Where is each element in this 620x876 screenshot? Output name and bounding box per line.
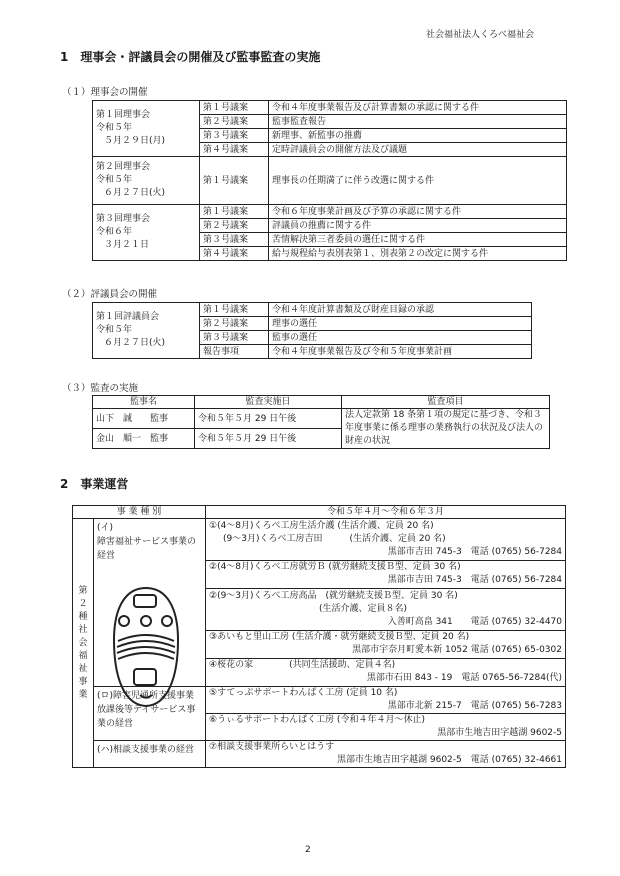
agenda-text: 令和４年度事業報告及び計算書類の承認に関する件 <box>269 101 567 115</box>
agenda-number: 第１号議案 <box>200 205 269 219</box>
board-meeting-3 <box>93 205 200 261</box>
agenda-number: 第２号議案 <box>200 219 269 233</box>
meeting-year: 令和５年 <box>96 325 133 335</box>
section-1-title: 1 理事会・評議員会の開催及び監事監査の実施 <box>60 50 321 64</box>
board-heading: （１）理事会の開催 <box>62 87 148 98</box>
business-category <box>73 519 94 768</box>
organization-name: 社会福祉法人くろべ福祉会 <box>426 30 535 40</box>
business-entry <box>206 714 566 741</box>
entry-line: (生活介護、定員８名) <box>319 603 408 614</box>
agenda-text: 理事長の任期満了に伴う改選に関する件 <box>269 157 567 205</box>
audit-date-2: 令和５年５月 29 日午後 <box>195 429 342 449</box>
meeting-name: 第１回理事会 <box>96 110 151 120</box>
audit-header-name: 監事名 <box>93 396 195 409</box>
section-2-title: 2 事業運営 <box>60 477 129 491</box>
entry-address: 黒部市生地吉田字越湖 9602-5 <box>437 728 562 738</box>
business-entry <box>206 560 566 588</box>
agenda-number: 報告事項 <box>200 345 269 359</box>
audit-header-date: 監査実施日 <box>195 396 342 409</box>
audit-auditor-2: 金山 順一 監事 <box>93 429 195 449</box>
agenda-number: 第３号議案 <box>200 233 269 247</box>
category-char: 福 <box>78 650 88 661</box>
meeting-name: 第２回理事会 <box>96 162 151 172</box>
category-char: 祉 <box>78 663 88 674</box>
business-entry <box>206 658 566 686</box>
category-char: ２ <box>78 598 88 609</box>
business-header-period: 令和５年４月～令和６年３月 <box>206 506 566 519</box>
agenda-text: 令和４年度計算書類及び財産目録の承認 <box>269 303 532 317</box>
board-meeting-1 <box>93 101 200 157</box>
entry-line: ④桜花の家 (共同生活援助、定員４名) <box>209 660 396 671</box>
entry-address: 入善町高畠 341 電話 (0765) 32-4470 <box>387 616 562 627</box>
agenda-text: 令和４年度事業報告及び令和５年度事業計画 <box>269 345 532 359</box>
category-char: 第 <box>78 585 88 596</box>
entry-line: ③あいもと里山工房 (生活介護・就労継続支援Ｂ型、定員 20 名) <box>209 632 470 643</box>
entry-address: 黒部市北新 215-7 電話 (0765) 56-7283 <box>387 701 562 711</box>
agenda-number: 第１号議案 <box>200 101 269 115</box>
business-group-3: (ハ)相談支援事業の経営 <box>94 741 206 768</box>
business-entry <box>206 741 566 768</box>
entry-address: 黒部市吉田 745-3 電話 (0765) 56-7284 <box>387 546 562 557</box>
audit-table <box>92 395 550 449</box>
agenda-number: 第４号議案 <box>200 143 269 157</box>
agenda-text: 評議員の推薦に関する件 <box>269 219 567 233</box>
category-char: 業 <box>78 689 88 700</box>
entry-address: 黒部市石田 843 - 19 電話 0765-56-7284(代) <box>366 673 562 684</box>
agenda-text: 苦情解決第三者委員の選任に関する件 <box>269 233 567 247</box>
agenda-text: 理事の選任 <box>269 317 532 331</box>
meeting-name: 第３回理事会 <box>96 214 151 224</box>
audit-items: 法人定款第 18 条第１項の規定に基づき、令和３年度事業に係る理事の業務執行の状況及び法人の財産の状況 <box>342 409 550 449</box>
meeting-date: ６月２７日(火) <box>104 188 166 198</box>
category-char: 種 <box>78 611 88 622</box>
agenda-number: 第３号議案 <box>200 331 269 345</box>
agenda-number: 第１号議案 <box>200 303 269 317</box>
audit-auditor-1: 山下 誠 監事 <box>93 409 195 429</box>
business-entry <box>206 588 566 630</box>
meeting-date: ５月２９日(月) <box>104 136 166 146</box>
meeting-year: 令和５年 <box>96 175 133 185</box>
council-table <box>92 302 532 359</box>
entry-line: ②(4～8月)くろべ工房就労Ｂ (就労継続支援Ｂ型、定員 30 名) <box>209 562 461 573</box>
agenda-text: 監事監査報告 <box>269 115 567 129</box>
business-entry <box>206 630 566 658</box>
agenda-text: 新理事、新監事の推薦 <box>269 129 567 143</box>
category-char: 社 <box>78 624 88 635</box>
entry-line: (9～3月)くろべ工房吉田 (生活介護、定員 20 名) <box>223 533 446 544</box>
agenda-number: 第４号議案 <box>200 247 269 261</box>
agenda-text: 監事の選任 <box>269 331 532 345</box>
agenda-number: 第１号議案 <box>200 157 269 205</box>
business-entry <box>206 519 566 561</box>
entry-address: 黒部市宇奈月町愛本新 1052 電話 (0765) 65-0302 <box>352 645 562 656</box>
agenda-text: 定時評議員会の開催方法及び議題 <box>269 143 567 157</box>
business-entry <box>206 687 566 714</box>
agenda-text: 給与規程給与表別表第１、別表第２の改定に関する件 <box>269 247 567 261</box>
business-header-kind: 事 業 種 別 <box>73 506 206 519</box>
agenda-number: 第２号議案 <box>200 115 269 129</box>
logo-illustration <box>110 585 182 710</box>
entry-address: 黒部市生地吉田字越湖 9602-5 電話 (0765) 32-4661 <box>337 755 562 765</box>
agenda-number: 第３号議案 <box>200 129 269 143</box>
council-heading: （２）評議員会の開催 <box>62 289 158 300</box>
business-group-1: (イ) 障害福祉サービス事業の経営 <box>94 519 206 687</box>
board-meeting-2 <box>93 157 200 205</box>
audit-header-items: 監査項目 <box>342 396 550 409</box>
meeting-date: ６月２７日(火) <box>104 338 166 348</box>
category-char: 会 <box>78 637 88 648</box>
meeting-year: 令和５年 <box>96 123 133 133</box>
entry-line: ⑥うぃるサポートわんぱく工房 (令和４年４月～休止) <box>209 715 425 725</box>
category-char: 事 <box>78 676 88 687</box>
meeting-name: 第１回評議員会 <box>96 312 160 322</box>
entry-line: ⑦相談支援事業所らいとはうす <box>209 742 335 752</box>
entry-line: ①(4～8月)くろべ工房生活介護 (生活介護、定員 20 名) <box>209 520 434 531</box>
page-number: 2 <box>305 845 311 855</box>
entry-address: 黒部市吉田 745-3 電話 (0765) 56-7284 <box>387 575 562 586</box>
council-meeting <box>93 303 200 359</box>
audit-heading: （３）監査の実施 <box>62 383 139 394</box>
meeting-year: 令和６年 <box>96 227 133 237</box>
meeting-date: ３月２１日 <box>104 240 150 250</box>
board-table <box>92 100 567 261</box>
entry-line: ⑤すてっぷサポートわんぱく工房 (定員 10 名) <box>209 688 398 698</box>
entry-line: ②(9～3月)くろべ工房高品 (就労継続支援Ｂ型、定員 30 名) <box>209 590 458 601</box>
agenda-number: 第２号議案 <box>200 317 269 331</box>
business-group-2: (ロ)障害児通所支援事業 放課後等デイサービス事業の経営 <box>94 687 206 741</box>
agenda-text: 令和６年度事業計画及び予算の承認に関する件 <box>269 205 567 219</box>
audit-date-1: 令和５年５月 29 日午後 <box>195 409 342 429</box>
